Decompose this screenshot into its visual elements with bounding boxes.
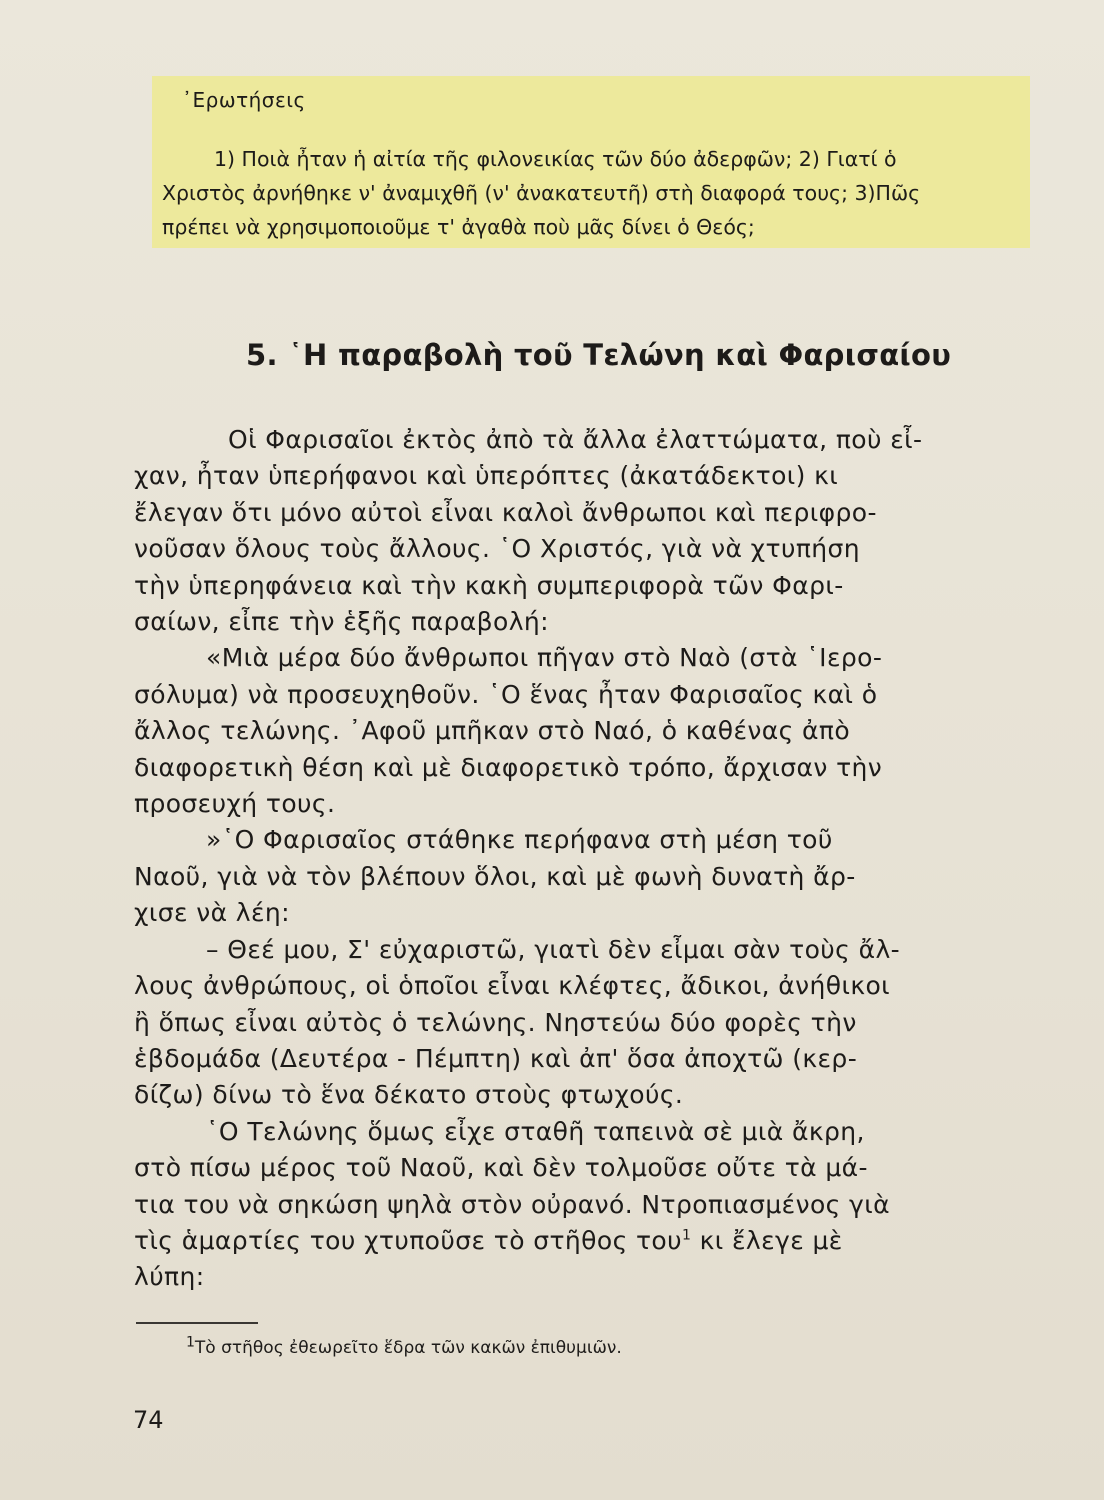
questions-text	[162, 142, 1022, 244]
text-line: ἑβδομάδα (Δευτέρα - Πέμπτη) καὶ ἀπ' ὅσα ἀποχτῶ (κερ-	[134, 1043, 858, 1073]
text-line-part: κι ἔλεγε μὲ	[699, 1225, 843, 1255]
text-line: »῾Ο Φαρισαῖος στάθηκε περήφανα στὴ μέση τοῦ	[206, 825, 833, 855]
text-line: χισε νὰ λέη:	[134, 898, 290, 928]
text-line: δίζω) δίνω τὸ ἕνα δέκατο στοὺς φτωχούς.	[134, 1080, 684, 1110]
text-line: σαίων, εἶπε τὴν ἑξῆς παραβολή:	[134, 607, 549, 637]
text-line: προσευχή τους.	[134, 789, 336, 819]
text-line: λύπη:	[134, 1262, 205, 1292]
text-line: Οἱ Φαρισαῖοι ἐκτὸς ἀπὸ τὰ ἄλλα ἐλαττώματα, ποὺ εἶ-	[228, 425, 923, 454]
text-line: ἔλεγαν ὅτι μόνο αὐτοὶ εἶναι καλοὶ ἄνθρωποι καὶ περιφρο-	[134, 497, 877, 527]
text-line-part: τὶς ἁμαρτίες του χτυποῦσε τὸ στῆθος του	[134, 1225, 682, 1255]
questions-line: 1) Ποιὰ ἦταν ἡ αἰτία τῆς φιλονεικίας τῶν δύο ἀδερφῶν; 2) Γιατί ὁ	[214, 147, 897, 171]
questions-line: πρέπει νὰ χρησιμοποιοῦμε τ' ἀγαθὰ ποὺ μᾶς δίνει ὁ Θεός;	[162, 215, 755, 239]
text-line: ἄλλος τελώνης. ᾿Αφοῦ μπῆκαν στὸ Ναό, ὁ καθένας ἀπὸ	[134, 716, 851, 746]
text-line: χαν, ἦταν ὑπερήφανοι καὶ ὑπερόπτες (ἀκατάδεκτοι) κι	[134, 461, 839, 491]
text-line: στὸ πίσω μέρος τοῦ Ναοῦ, καὶ δὲν τολμοῦσε οὔτε τὰ μά-	[134, 1153, 868, 1183]
footnote-text: Τὸ στῆθος ἐθεωρεῖτο ἕδρα τῶν κακῶν ἐπιθυμιῶν.	[194, 1338, 622, 1358]
text-line: ῾Ο Τελώνης ὅμως εἶχε σταθῆ ταπεινὰ σὲ μιὰ ἄκρη,	[206, 1116, 865, 1146]
section-title: 5. ῾Η παραβολὴ τοῦ Τελώνη καὶ Φαρισαίου	[246, 338, 952, 372]
footnote-marker: 1	[186, 1334, 195, 1351]
text-line: ἢ ὅπως εἶναι αὐτὸς ὁ τελώνης. Νηστεύω δύο φορὲς τὴν	[134, 1007, 857, 1037]
text-line	[134, 1223, 1014, 1259]
body-text	[134, 422, 1014, 1296]
text-line: διαφορετικὴ θέση καὶ μὲ διαφορετικὸ τρόπο, ἄρχισαν τὴν	[134, 752, 883, 782]
questions-line: Χριστὸς ἀρνήθηκε ν' ἀναμιχθῆ (ν' ἀνακατευτῆ) στὴ διαφορά τους; 3)Πῶς	[162, 181, 921, 205]
text-line: λους ἀνθρώπους, οἱ ὁποῖοι εἶναι κλέφτες, ἄδικοι, ἀνήθικοι	[134, 971, 891, 1001]
text-line: Ναοῦ, γιὰ νὰ τὸν βλέπουν ὅλοι, καὶ μὲ φωνὴ δυνατὴ ἄρ-	[134, 861, 856, 891]
text-line: τὴν ὑπερηφάνεια καὶ τὴν κακὴ συμπεριφορὰ τῶν Φαρι-	[134, 570, 844, 600]
text-line: «Μιὰ μέρα δύο ἄνθρωποι πῆγαν στὸ Ναὸ (στὰ ῾Ιερο-	[206, 643, 883, 673]
page-number: 74	[133, 1406, 164, 1434]
text-line: νοῦσαν ὅλους τοὺς ἄλλους. ῾Ο Χριστός, γιὰ νὰ χτυπήση	[134, 534, 861, 564]
text-line: τια του νὰ σηκώση ψηλὰ στὸν οὐρανό. Ντροπιασμένος γιὰ	[134, 1189, 890, 1219]
questions-title: ᾿Ερωτήσεις	[182, 88, 306, 112]
text-line: σόλυμα) νὰ προσευχηθοῦν. ῾Ο ἕνας ἦταν Φαρισαῖος καὶ ὁ	[134, 679, 878, 709]
text-line: – Θεέ μου, Σ' εὐχαριστῶ, γιατὶ δὲν εἶμαι σὰν τοὺς ἄλ-	[206, 934, 901, 964]
footnote-ref[interactable]: 1	[682, 1227, 692, 1244]
footnote-divider	[136, 1322, 258, 1324]
footnote	[186, 1334, 622, 1358]
